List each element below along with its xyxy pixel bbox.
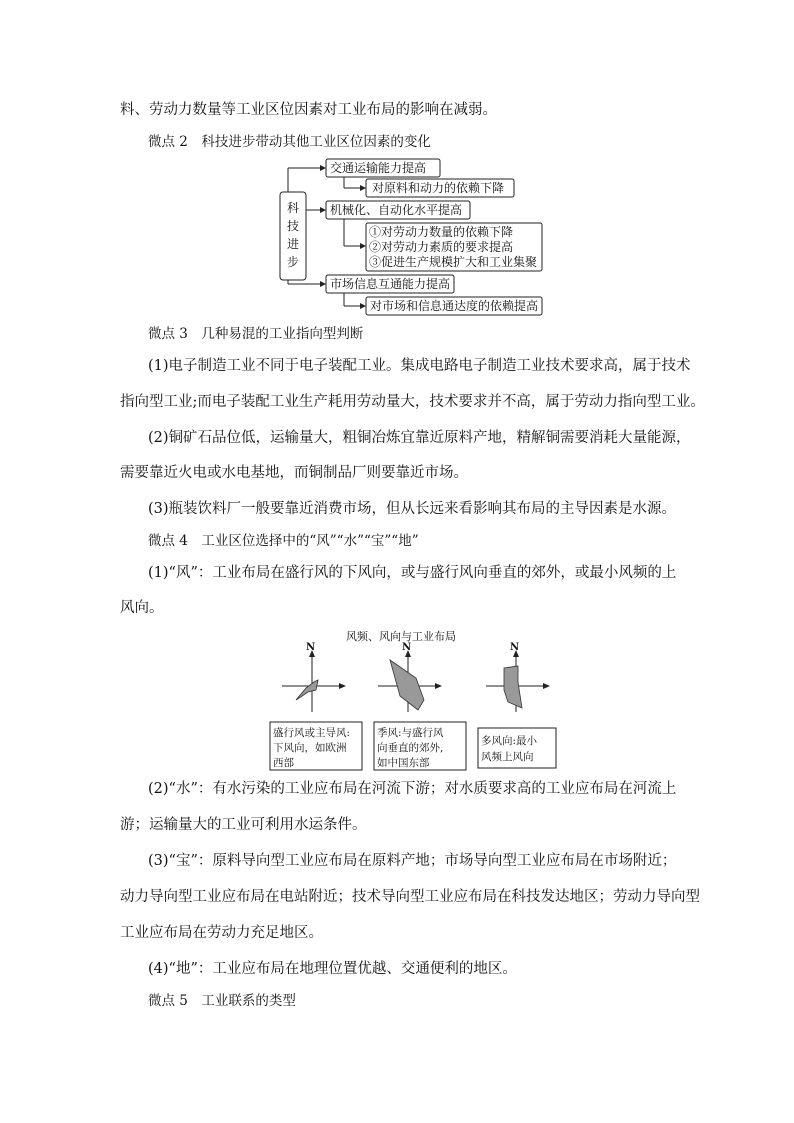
caption-text: 风频上风向	[481, 751, 534, 763]
text-line: 指向型工业;而电子装配工业生产耗用劳动量大，技术要求并不高，属于劳动力指向型工业。	[120, 394, 705, 410]
text-line: (3)瓶装饮料厂一般要靠近消费市场，但从长远来看影响其布局的主导因素是水源。	[148, 501, 677, 517]
box-label: ①对劳动力数量的依赖下降	[369, 225, 514, 239]
text-line: (3)“宝”：原料导向型工业应布局在原料产地；市场导向型工业应布局在市场附近；	[148, 853, 677, 869]
root-char: 步	[287, 255, 300, 269]
box-label: 机械化、自动化水平提高	[330, 203, 463, 217]
box-label: 对原料和动力的依赖下降	[372, 181, 505, 195]
box-label: 交通运输能力提高	[330, 161, 427, 175]
text-line: (4)“地”：工业应布局在地理位置优越、交通便利的地区。	[148, 961, 517, 977]
caption-text: 下风向，如欧洲	[273, 742, 347, 754]
box-label: 市场信息互通能力提高	[330, 277, 451, 291]
north-label: N	[402, 642, 412, 653]
wind-rose-shape	[504, 666, 522, 708]
north-label: N	[510, 642, 520, 653]
figure-title: 风频、风向与工业布局	[346, 630, 456, 643]
wind-rose-shape	[390, 660, 424, 710]
north-label: N	[306, 642, 316, 653]
root-char: 进	[287, 237, 300, 251]
east-arrow-icon	[435, 683, 442, 689]
text-line: 料、劳动力数量等工业区位因素对工业布局的影响在减弱。	[120, 102, 497, 118]
text-line: (2)“水”：有水污染的工业应布局在河流下游；对水质要求高的工业应布局在河流上	[148, 781, 677, 797]
caption-text: 季风:与盛行风	[377, 727, 444, 739]
text-line: 风向。	[120, 600, 164, 616]
text-line: 游；运输量大的工业可利用水运条件。	[120, 817, 367, 833]
root-char: 科	[287, 201, 300, 215]
box-label: 对市场和信息通达度的依赖提高	[370, 299, 539, 313]
box-label: ②对劳动力素质的要求提高	[369, 240, 514, 254]
arrow-icon	[320, 281, 326, 287]
text-line: (1)“风”：工业布局在盛行风的下风向，或与盛行风向垂直的郊外，或最小风频的上	[148, 565, 677, 581]
text-line: 工业应布局在劳动力充足地区。	[120, 925, 323, 941]
wind-figure	[268, 628, 560, 774]
caption-text: 向垂直的郊外,	[377, 742, 444, 754]
caption-text: 西部	[273, 757, 294, 769]
arrow-icon	[360, 303, 366, 309]
arrow-icon	[320, 207, 326, 213]
box-label: ③促进生产规模扩大和工业集聚	[369, 255, 538, 269]
section-heading-point3: 微点 3 几种易混的工业指向型判断	[148, 326, 364, 342]
caption-text: 如中国东部	[377, 757, 430, 769]
arrow-icon	[360, 185, 366, 191]
tech-progress-diagram	[270, 156, 560, 320]
text-line: 动力导向型工业应布局在电站附近；技术导向型工业应布局在科技发达地区；劳动力导向型	[120, 889, 700, 905]
text-line: 需要靠近火电或水电基地，而铜制品厂则要靠近市场。	[120, 465, 468, 481]
section-heading-point2: 微点 2 科技进步带动其他工业区位因素的变化	[148, 134, 431, 150]
caption-text: 盛行风或主导风:	[273, 727, 351, 739]
root-char: 技	[287, 219, 300, 233]
section-heading-point5: 微点 5 工业联系的类型	[148, 993, 296, 1009]
wind-rose-shape	[296, 680, 318, 700]
text-line: (1)电子制造工业不同于电子装配工业。集成电路电子制造工业技术要求高，属于技术	[148, 358, 691, 374]
east-arrow-icon	[339, 683, 346, 689]
caption-text: 多风向:最小	[481, 735, 538, 747]
arrow-icon	[360, 243, 366, 249]
section-heading-point4: 微点 4 工业区位选择中的“风”“水”“宝”“地”	[148, 533, 419, 549]
east-arrow-icon	[543, 683, 550, 689]
text-line: (2)铜矿石品位低，运输量大，粗铜冶炼宜靠近原料产地，精解铜需要消耗大量能源，	[148, 430, 691, 446]
arrow-icon	[320, 165, 326, 171]
